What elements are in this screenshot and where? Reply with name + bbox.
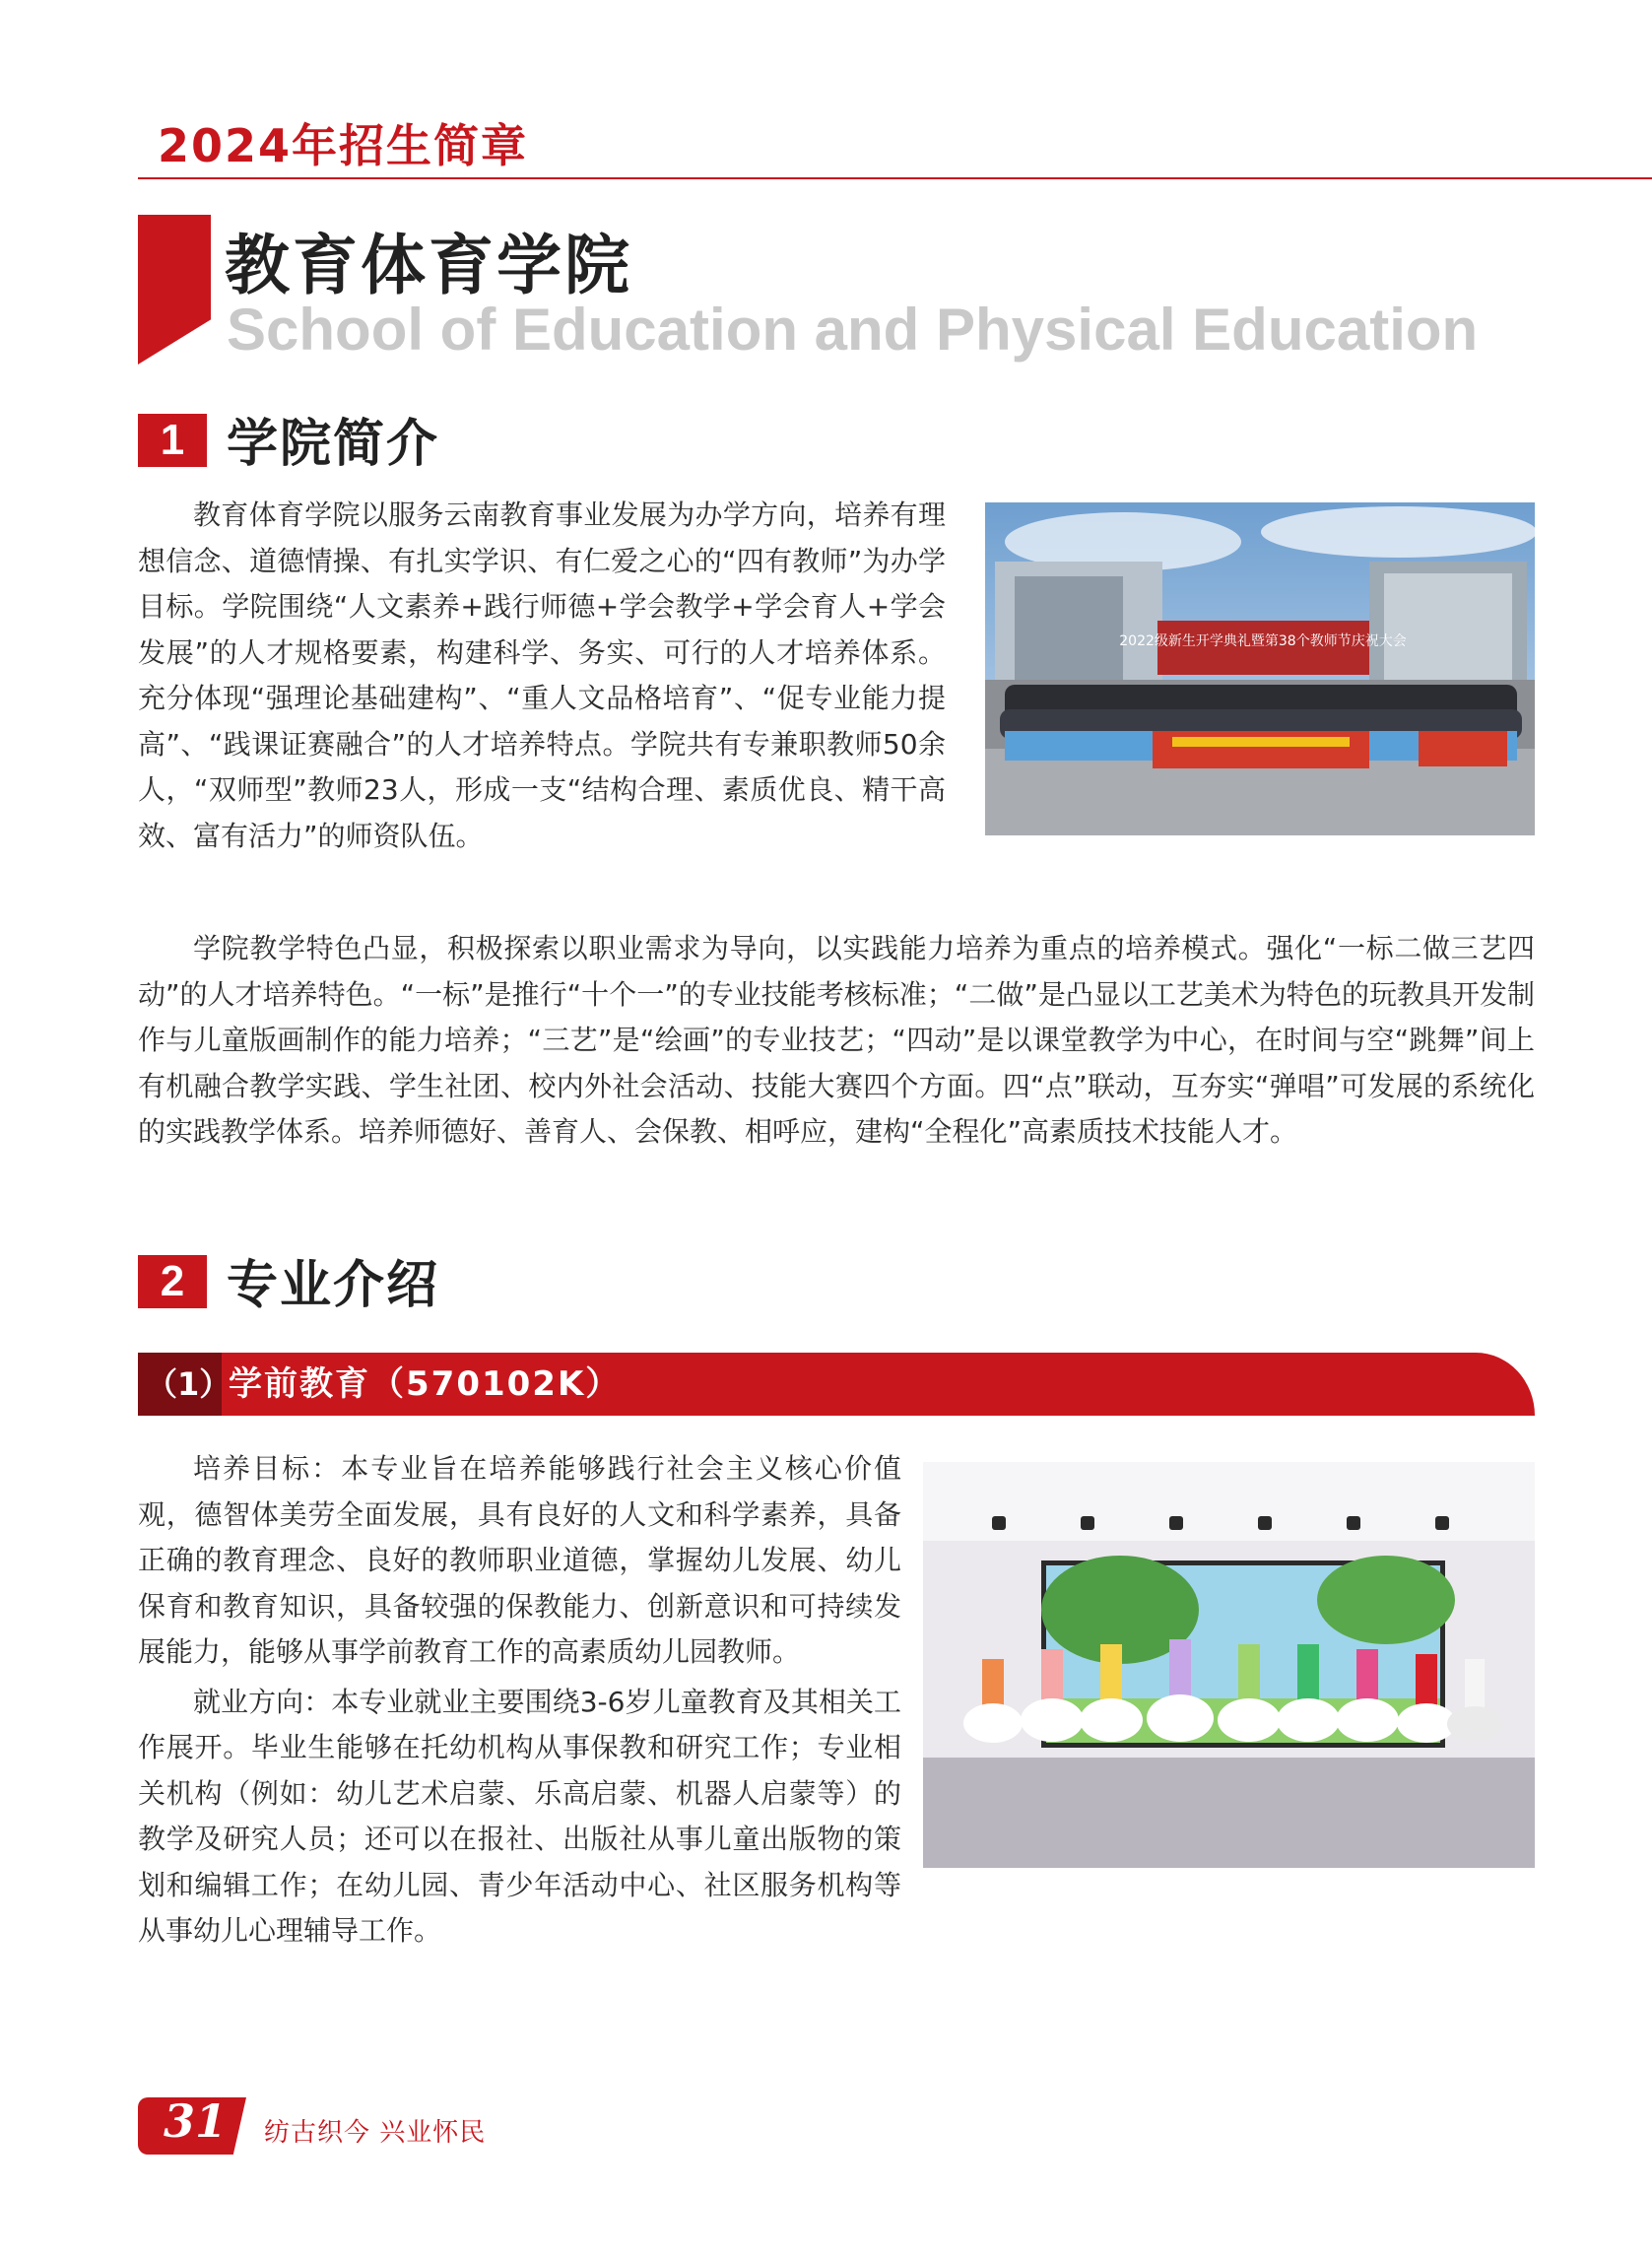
section-2-title: 专业介绍: [227, 1256, 440, 1315]
photo-banner-text: 2022级新生开学典礼暨第38个教师节庆祝大会: [1119, 633, 1407, 649]
college-name-cn: 教育体育学院: [225, 228, 632, 303]
dance-photo-illustration: [923, 1462, 1535, 1868]
group-photo: [985, 502, 1535, 835]
section-2-number-badge: 2: [138, 1255, 207, 1308]
brochure-title: 2024年招生简章: [158, 119, 529, 172]
group-photo-illustration: [985, 502, 1535, 835]
college-intro-paragraph-2-box: [138, 926, 1535, 1156]
section-1-title: 学院简介: [227, 415, 440, 474]
dance-performance-photo: [923, 1462, 1535, 1868]
major-employment-direction: 就业方向：本专业就业主要围绕3-6岁儿童教育及其相关工作展开。毕业生能够在托幼机构从事保教和研究工作；专业相关机构（例如：幼儿艺术启蒙、乐高启蒙、机器人启蒙等）的教学及研究人员；还可以在报社、出版社从事儿童出版物的策划和编辑工作；在幼儿园、青少年活动中心、社区服务机构等从事幼儿心理辅导工作。: [138, 1685, 901, 1947]
college-intro-paragraph-2: 学院教学特色凸显，积极探索以职业需求为导向，以实践能力培养为重点的培养模式。强化“一标二做三艺四动”的人才培养特色。“一标”是推行“十个一”的专业技能考核标准；“二做”是凸显以工艺美术为特色的玩教具开发制作与儿童版画制作的能力培养；“三艺”是“绘画”的专业技艺；“四动”是以课堂教学为中心，在时间与空“跳舞”间上有机融合教学实践、学生社团、校内外社会活动、技能大赛四个方面。四“点”联动，互夯实“弹唱”可发展的系统化的实践教学体系。培养师德好、善育人、会保教、相呼应，建构“全程化”高素质技术技能人才。: [138, 932, 1535, 1148]
footer-motto: 纺古织今 兴业怀民: [264, 2118, 487, 2148]
page-number: 31: [163, 2094, 227, 2148]
college-intro-paragraph-1: 教育体育学院以服务云南教育事业发展为办学方向，培养有理想信念、道德情操、有扎实学识、有仁爱之心的“四有教师”为办学目标。学院围绕“人文素养+践行师德+学会教学+学会育人+学会发展”的人才规格要素，构建科学、务实、可行的人才培养体系。充分体现“强理论基础建构”、“重人文品格培育”、“促专业能力提高”、“践课证赛融合”的人才培养特点。学院共有专兼职教师50余人，“双师型”教师23人，形成一支“结构合理、素质优良、精干高效、富有活力”的师资队伍。: [138, 498, 946, 852]
college-name-en: School of Education and Physical Education: [227, 297, 1479, 363]
major-name: 学前教育（570102K）: [229, 1364, 622, 1404]
college-intro-paragraph-1-box: [138, 493, 946, 859]
major-index: （1）: [146, 1365, 231, 1403]
title-accent-mark: [138, 215, 211, 365]
section-1-number-badge: 1: [138, 414, 207, 467]
major-text-column: [138, 1446, 901, 1955]
header-divider: [138, 177, 1652, 179]
major-training-goal: 培养目标：本专业旨在培养能够践行社会主义核心价值观，德智体美劳全面发展，具有良好的人文和科学素养，具备正确的教育理念、良好的教师职业道德，掌握幼儿发展、幼儿保育和教育知识，具备较强的保教能力、创新意识和可持续发展能力，能够从事学前教育工作的高素质幼儿园教师。: [138, 1452, 901, 1668]
